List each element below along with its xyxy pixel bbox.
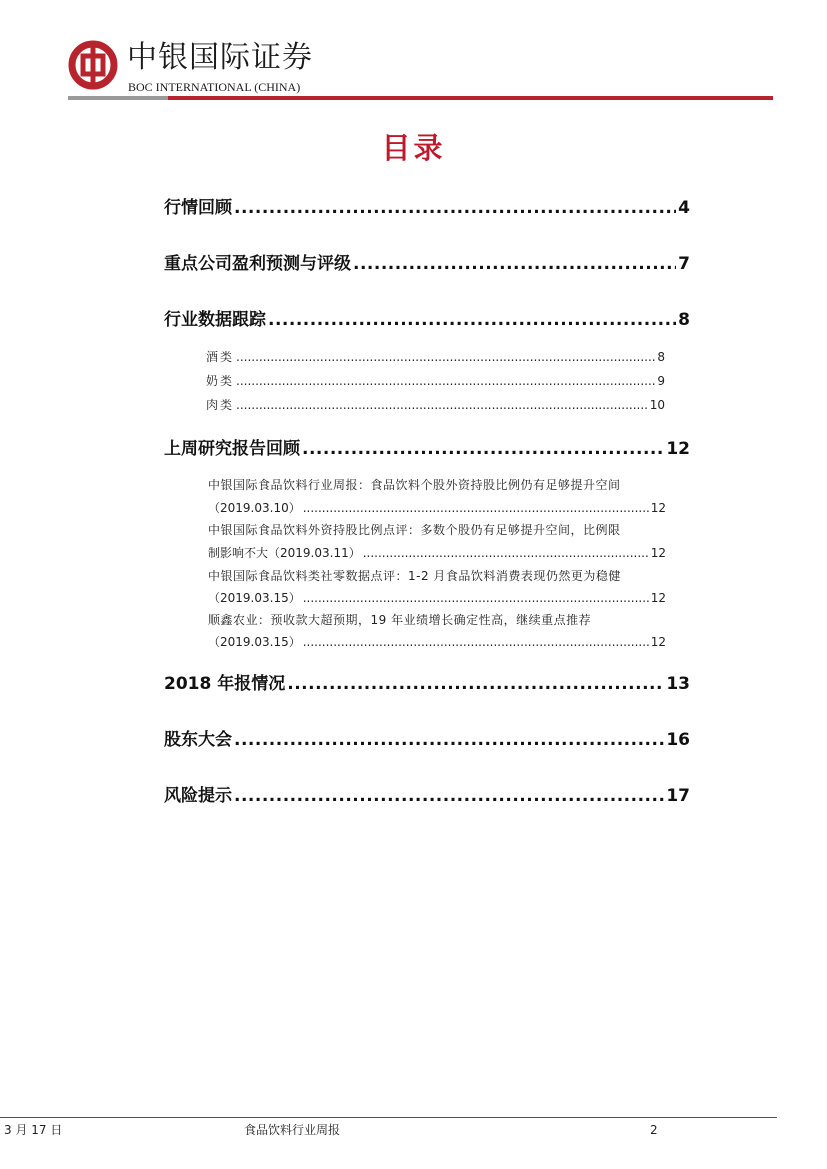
page-title: 目录 [381, 131, 446, 165]
toc-entry[interactable] [206, 349, 665, 365]
toc-entry-page: 16 [666, 730, 690, 750]
toc-leader [363, 545, 649, 561]
toc-leader [234, 728, 664, 752]
footer-page-number: 2 [650, 1123, 658, 1137]
toc-entry-text: 奶类 [206, 374, 235, 388]
toc-entry[interactable] [208, 500, 666, 516]
toc-entry-page: 9 [657, 374, 665, 388]
toc-entry-text: 2018 年报情况 [164, 674, 286, 694]
toc-entry[interactable] [164, 784, 690, 808]
toc-entry-page: 10 [649, 398, 665, 412]
toc-entry[interactable] [208, 590, 666, 606]
toc-entry-page: 12 [650, 591, 666, 605]
brand-name-cn: 中银国际证券 [127, 40, 313, 75]
toc-entry-text[interactable]: 顺鑫农业：预收款大超预期，19 年业绩增长确定性高，继续重点推荐 [208, 613, 592, 627]
header-divider-gray [68, 96, 168, 100]
toc-entry-page: 8 [657, 350, 665, 364]
toc-entry[interactable] [206, 397, 665, 413]
toc-entry-page: 13 [666, 674, 690, 694]
boc-logo-icon [68, 40, 118, 90]
toc-entry[interactable] [164, 728, 690, 752]
toc-entry[interactable] [164, 252, 690, 276]
toc-entry-text: 重点公司盈利预测与评级 [164, 254, 351, 274]
toc-entry[interactable] [164, 196, 690, 220]
toc-entry-text-cont: （2019.03.15） [208, 635, 301, 649]
toc-entry[interactable] [164, 308, 690, 332]
toc-leader [303, 634, 649, 650]
toc-entry-text: 股东大会 [164, 730, 232, 750]
toc-entry-text-cont: 制影响不大（2019.03.11） [208, 546, 361, 560]
toc-entry-page: 12 [666, 439, 690, 459]
toc-leader [236, 373, 655, 389]
toc-entry[interactable] [208, 634, 666, 650]
toc-entry-page: 8 [678, 310, 690, 330]
brand-name-en: BOC INTERNATIONAL (CHINA) [128, 80, 301, 94]
toc-leader [234, 196, 676, 220]
toc-entry-text[interactable]: 中银国际食品饮料外资持股比例点评：多数个股仍有足够提升空间，比例限 [208, 523, 621, 537]
toc-entry-text: 行业数据跟踪 [164, 310, 266, 330]
footer-divider [0, 1117, 777, 1118]
toc-leader [236, 397, 648, 413]
toc-entry-text: 上周研究报告回顾 [164, 439, 300, 459]
toc-entry-page: 4 [678, 198, 690, 218]
toc-leader [287, 672, 664, 696]
toc-entry-text: 酒类 [206, 350, 235, 364]
toc-entry[interactable] [164, 437, 690, 461]
toc-entry-text-cont: （2019.03.15） [208, 591, 301, 605]
toc-entry-text[interactable]: 中银国际食品饮料行业周报：食品饮料个股外资持股比例仍有足够提升空间 [208, 478, 621, 492]
toc-entry-text[interactable]: 中银国际食品饮料类社零数据点评：1-2 月食品饮料消费表现仍然更为稳健 [208, 569, 621, 583]
header-divider-red [168, 96, 773, 100]
toc-entry[interactable] [206, 373, 665, 389]
toc-entry[interactable] [208, 545, 666, 561]
toc-entry-text-cont: （2019.03.10） [208, 501, 301, 515]
footer-report-name: 食品饮料行业周报 [244, 1123, 341, 1137]
toc-entry-page: 12 [650, 546, 666, 560]
toc-entry[interactable] [164, 672, 690, 696]
toc-leader [303, 590, 649, 606]
toc-leader [353, 252, 676, 276]
toc-leader [268, 308, 676, 332]
toc-entry-text: 肉类 [206, 398, 235, 412]
footer-date: 3 月 17 日 [4, 1123, 63, 1137]
toc-leader [303, 500, 649, 516]
toc-entry-text: 风险提示 [164, 786, 232, 806]
toc-leader [236, 349, 655, 365]
toc-leader [234, 784, 664, 808]
toc-leader [302, 437, 664, 461]
toc-entry-page: 17 [666, 786, 690, 806]
toc-entry-page: 7 [678, 254, 690, 274]
toc-entry-text: 行情回顾 [164, 198, 232, 218]
toc-entry-page: 12 [650, 635, 666, 649]
toc-entry-page: 12 [650, 501, 666, 515]
